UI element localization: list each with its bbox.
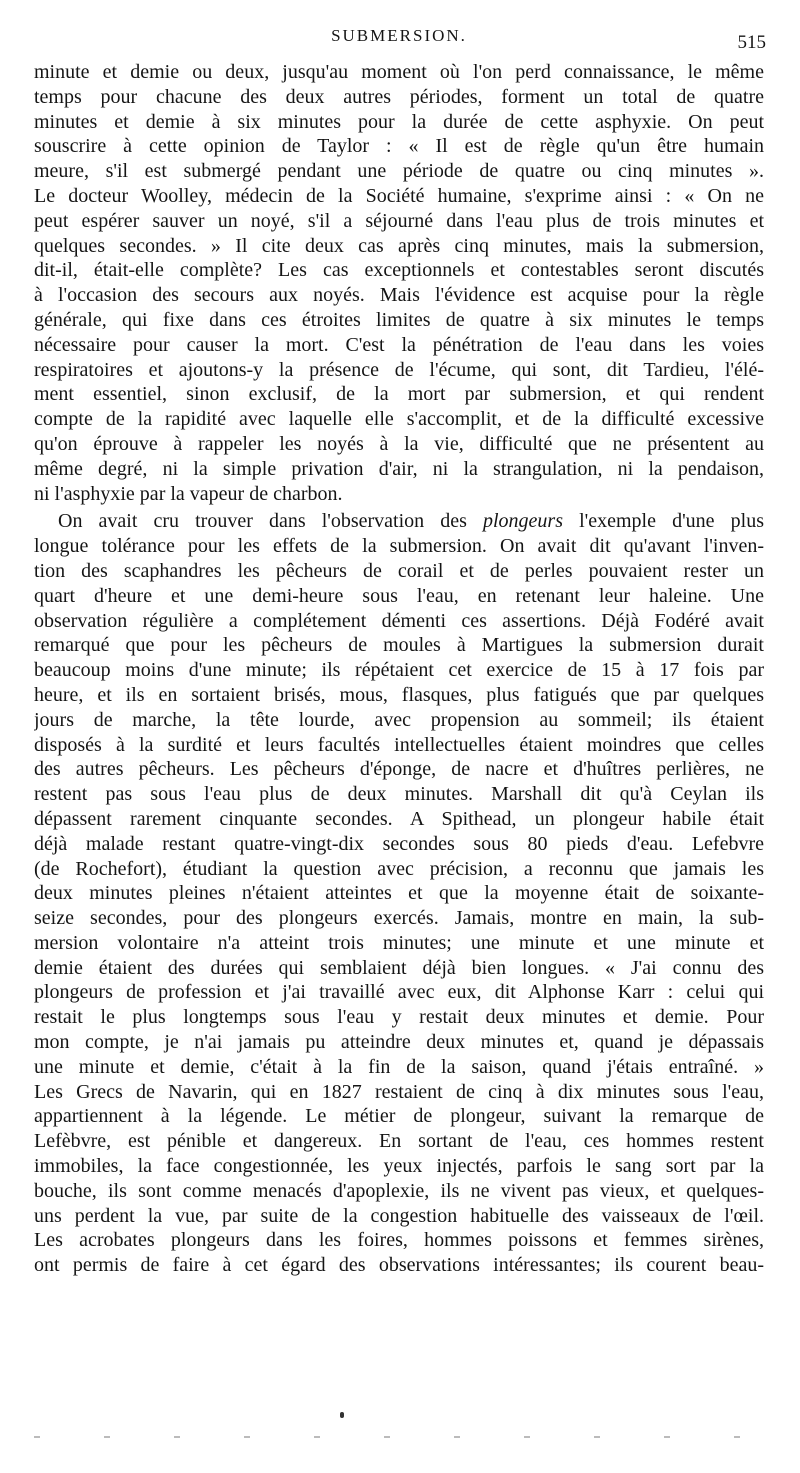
text-line: nécessaire pour causer la mort. C'est la pénétration de l'eau dans les voies: [34, 333, 764, 356]
text-line: tion des scaphandres les pêcheurs de corail et de perles pouvaient rester un: [34, 559, 764, 582]
text-line: souscrire à cette opinion de Taylor : « Il est de règle qu'un être humain: [34, 135, 764, 158]
text-line: immobiles, la face congestionnée, les yeux injectés, parfois le sang sort par la: [34, 1155, 764, 1178]
text-line: mersion volontaire n'a atteint trois minutes; une minute et une minute et: [34, 931, 764, 954]
text-line: ont permis de faire à cet égard des observations intéressantes; ils courent beau-: [34, 1254, 764, 1277]
text-line: demie étaient des durées qui semblaient déjà bien longues. « J'ai connu des: [34, 956, 764, 979]
text-line: uns perdent la vue, par suite de la congestion habituelle des vaisseaux de l'œil.: [34, 1204, 764, 1227]
text-line: deux minutes pleines n'étaient atteintes et que la moyenne était de soixante-: [34, 882, 764, 905]
text-line: dépassent rarement cinquante secondes. A Spithead, un plongeur habile était: [34, 807, 764, 830]
text-line: beaucoup moins d'une minute; ils répétaient cet exercice de 15 à 17 fois par: [34, 659, 764, 682]
text-line: meure, s'il est submergé pendant une période de quatre ou cinq minutes ».: [34, 160, 764, 183]
text-line: minute et demie ou deux, jusqu'au moment où l'on perd connaissance, le même: [34, 61, 764, 83]
text-line: remarqué que pour les pêcheurs de moules à Martigues la submersion durait: [34, 634, 764, 657]
text-line: observation régulière a complétement démenti ces assertions. Déjà Fodéré avait: [34, 609, 764, 632]
text-line: Lefèbvre, est pénible et dangereux. En sortant de l'eau, ces hommes restent: [34, 1130, 764, 1153]
text-line: ni l'asphyxie par la vapeur de charbon.: [34, 482, 343, 505]
text-line: des autres pêcheurs. Les pêcheurs d'éponge, de nacre et d'huîtres perlières, ne: [34, 758, 764, 781]
text-line: On avait cru trouver dans l'observation des plongeurs l'exemple d'une plus: [58, 510, 764, 533]
italic-term: plongeurs: [483, 510, 563, 533]
text-line: respiratoires et ajoutons-y la présence de l'écume, qui sont, dit Tardieu, l'élé-: [34, 358, 764, 381]
text-line: restent pas sous l'eau plus de deux minutes. Marshall dit qu'à Ceylan ils: [34, 783, 764, 806]
text-line: Les Grecs de Navarin, qui en 1827 restaient de cinq à dix minutes sous l'eau,: [34, 1080, 764, 1103]
bottom-print-marks: [34, 1436, 754, 1438]
text-line: minutes et demie à six minutes pour la durée de cette asphyxie. On peut: [34, 110, 764, 133]
text-line: générale, qui fixe dans ces étroites limites de quatre à six minutes le temps: [34, 308, 764, 331]
text-line: Les acrobates plongeurs dans les foires, hommes poissons et femmes sirènes,: [34, 1229, 764, 1252]
text-line: quelques secondes. » Il cite deux cas après cinq minutes, mais la submersion,: [34, 234, 764, 257]
text-line: peut espérer sauver un noyé, s'il a séjourné dans l'eau plus de trois minutes et: [34, 209, 764, 232]
text-line: ment essentiel, sinon exclusif, de la mort par submersion, et qui rendent: [34, 383, 764, 406]
text-line: longue tolérance pour les effets de la submersion. On avait dit qu'avant l'inven-: [34, 535, 764, 558]
text-line: jours de marche, la tête lourde, avec propension au sommeil; ils étaient: [34, 708, 764, 731]
text-line: plongeurs de profession et j'ai travaillé avec eux, dit Alphonse Karr : celui qui: [34, 981, 764, 1004]
text-line: compte de la rapidité avec laquelle elle s'accomplit, et de la difficulté excessive: [34, 408, 764, 431]
text-line: même degré, ni la simple privation d'air, ni la strangulation, ni la pendaison,: [34, 457, 764, 480]
running-title: SUBMERSION.: [331, 26, 467, 45]
text-line: (de Rochefort), étudiant la question avec précision, a reconnu que jamais les: [34, 857, 764, 880]
text-line: disposés à la surdité et leurs facultés intellectuelles étaient moindres que celles: [34, 733, 764, 756]
text-line: heure, et ils en sortaient brisés, mous, flasques, plus fatigués que par quelques: [34, 683, 764, 706]
text-line: déjà malade restant quatre-vingt-dix secondes sous 80 pieds d'eau. Lefebvre: [34, 832, 764, 855]
text-line: dit-il, était-elle complète? Les cas exceptionnels et contestables seront discutés: [34, 259, 764, 282]
text-line: restait le plus longtemps sous l'eau y restait deux minutes et demie. Pour: [34, 1006, 764, 1029]
text-line: qu'on éprouve à rappeler les noyés à la vie, difficulté que ne présentent au: [34, 432, 764, 455]
text-line: bouche, ils sont comme menacés d'apoplexie, ils ne vivent pas vieux, et quelques-: [34, 1179, 764, 1202]
page-number: 515: [737, 32, 766, 53]
body-text: [34, 60, 764, 1278]
paragraph-2: [34, 509, 764, 1278]
text-line: à l'occasion des secours aux noyés. Mais l'évidence est acquise pour la règle: [34, 284, 764, 307]
print-speck: [340, 1412, 344, 1418]
text-line: appartiennent à la légende. Le métier de plongeur, suivant la remarque de: [34, 1105, 764, 1128]
paragraph-1: [34, 60, 764, 506]
text-line: mon compte, je n'ai jamais pu atteindre deux minutes et, quand je dépassais: [34, 1031, 764, 1054]
text-line: quart d'heure et une demi-heure sous l'eau, en retenant leur haleine. Une: [34, 584, 764, 607]
text-line: Le docteur Woolley, médecin de la Société humaine, s'exprime ainsi : « On ne: [34, 184, 764, 207]
text-line: seize secondes, pour des plongeurs exercés. Jamais, montre en main, la sub-: [34, 907, 764, 930]
page-header: [32, 26, 766, 52]
text-line: une minute et demie, c'était à la fin de la saison, quand j'étais entraîné. »: [34, 1055, 764, 1078]
text-line: temps pour chacune des deux autres périodes, forment un total de quatre: [34, 85, 764, 108]
